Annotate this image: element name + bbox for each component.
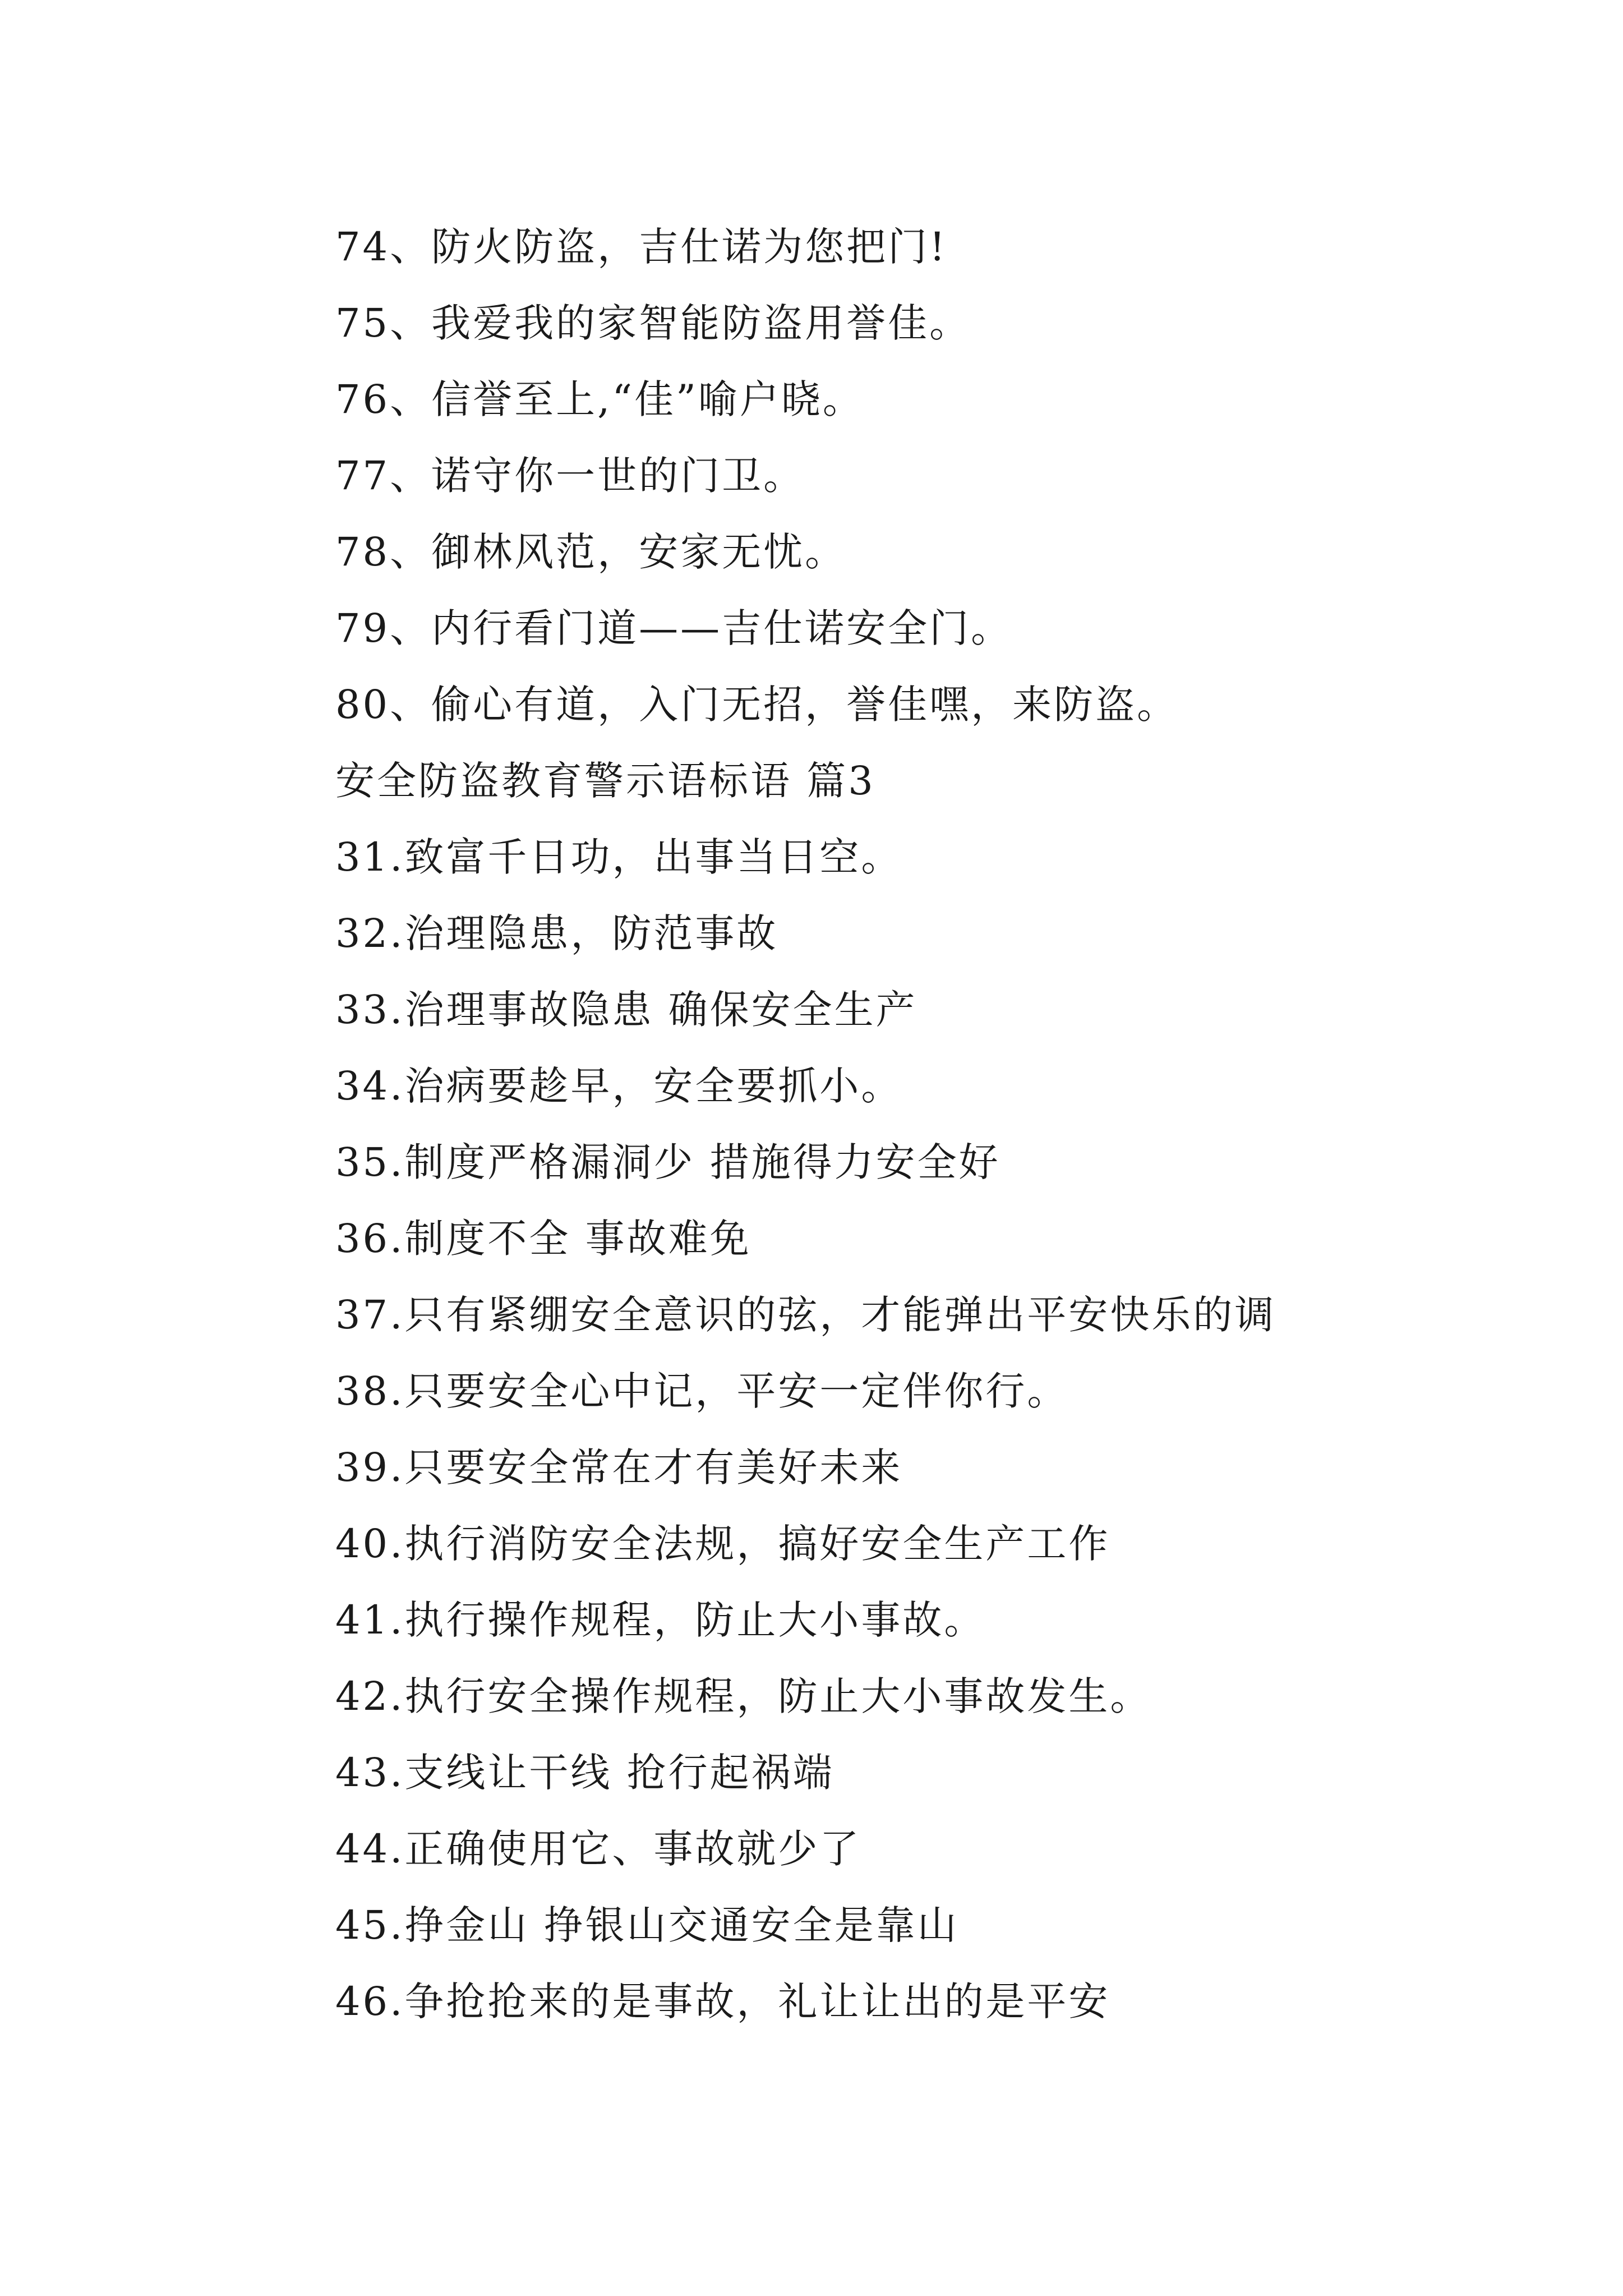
slogan-line: 37.只有紧绷安全意识的弦，才能弹出平安快乐的调 (335, 1292, 1276, 1338)
slogan-line: 75、我爱我的家智能防盗用誉佳。 (335, 300, 971, 346)
slogan-line: 77、诺守你一世的门卫。 (335, 453, 805, 499)
slogan-line: 34.治病要趁早，安全要抓小。 (335, 1063, 903, 1109)
slogan-line: 35.制度严格漏洞少 措施得力安全好 (335, 1139, 1000, 1185)
slogan-line: 78、御林风范，安家无忧。 (335, 529, 847, 575)
document-body (335, 209, 1541, 2040)
slogan-line: 80、偷心有道，入门无招，誉佳嘿，来防盗。 (335, 682, 1179, 728)
slogan-line: 42.执行安全操作规程，防止大小事故发生。 (335, 1673, 1152, 1719)
slogan-line: 45.挣金山 挣银山交通安全是靠山 (335, 1902, 959, 1948)
slogan-line: 32.治理隐患，防范事故 (335, 910, 778, 956)
slogan-line: 41.执行操作规程，防止大小事故。 (335, 1597, 986, 1643)
slogan-line: 74、防火防盗，吉仕诺为您把门! (335, 224, 948, 270)
slogan-line: 31.致富千日功，出事当日空。 (335, 834, 903, 880)
slogan-line: 44.正确使用它、事故就少了 (335, 1826, 861, 1872)
section-heading: 安全防盗教育警示语标语 篇3 (335, 758, 875, 804)
slogan-line: 76、信誉至上,“佳”喻户晓。 (335, 376, 864, 422)
slogan-line: 40.执行消防安全法规，搞好安全生产工作 (335, 1521, 1110, 1567)
slogan-line: 43.支线让干线 抢行起祸端 (335, 1750, 834, 1796)
slogan-line: 36.制度不全 事故难免 (335, 1216, 751, 1262)
slogan-line: 33.治理事故隐患 确保安全生产 (335, 987, 917, 1033)
slogan-line: 39.只要安全常在才有美好未来 (335, 1444, 903, 1490)
slogan-line: 79、内行看门道——吉仕诺安全门。 (335, 605, 1013, 651)
slogan-line: 46.争抢抢来的是事故，礼让让出的是平安 (335, 1978, 1110, 2024)
slogan-line: 38.只要安全心中记，平安一定伴你行。 (335, 1368, 1069, 1414)
